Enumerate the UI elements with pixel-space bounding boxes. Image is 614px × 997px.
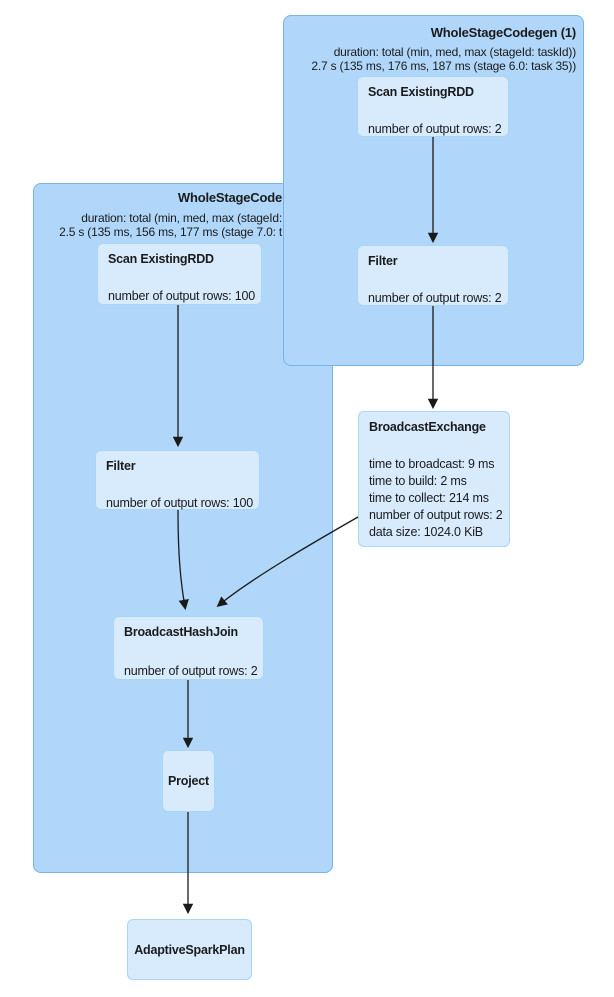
node-broadcast-exchange [358,411,510,547]
node-metric: data size: 1024.0 KiB [369,525,483,539]
node-filter-1 [357,245,509,306]
node-title: Scan ExistingRDD [368,85,474,99]
node-metric: number of output rows: 2 [368,122,502,136]
node-scan-existingrdd-1 [357,76,509,137]
cluster-duration [59,212,282,239]
cluster-duration-line2: 2.5 s (135 ms, 156 ms, 177 ms (stage 7.0: t [59,224,282,239]
node-broadcast-hash-join [113,616,264,680]
node-project [162,750,215,812]
node-title: AdaptiveSparkPlan [134,942,245,957]
cluster-title: WholeStageCode [177,190,282,205]
cluster-wholestagecodegen-1 [283,15,584,366]
node-filter-2 [95,450,260,510]
node-metric: time to collect: 214 ms [369,491,489,505]
node-scan-existingrdd-2 [97,243,262,305]
node-metrics [369,456,502,541]
cluster-title: WholeStageCodegen (1) [430,25,576,40]
node-title: BroadcastHashJoin [124,625,238,639]
node-metric: number of output rows: 2 [368,291,502,305]
node-title: Filter [106,459,136,473]
node-title: Scan ExistingRDD [108,252,214,266]
cluster-duration-line1: duration: total (min, med, max (stageId: taskId)) [333,45,576,59]
cluster-duration-line1: duration: total (min, med, max (stageId: [81,211,282,225]
node-metric: number of output rows: 100 [108,289,255,303]
node-metric: time to build: 2 ms [369,474,467,488]
cluster-duration [311,46,576,73]
node-metric: number of output rows: 2 [369,508,503,522]
node-metric: number of output rows: 100 [106,496,253,510]
node-title: Project [168,774,209,788]
node-title: BroadcastExchange [369,420,486,434]
node-metric: number of output rows: 2 [124,664,258,678]
node-adaptive-spark-plan [127,919,252,980]
cluster-duration-line2: 2.7 s (135 ms, 176 ms, 187 ms (stage 6.0: task 35)) [311,58,576,73]
node-metric: time to broadcast: 9 ms [369,457,495,471]
node-title: Filter [368,254,398,268]
